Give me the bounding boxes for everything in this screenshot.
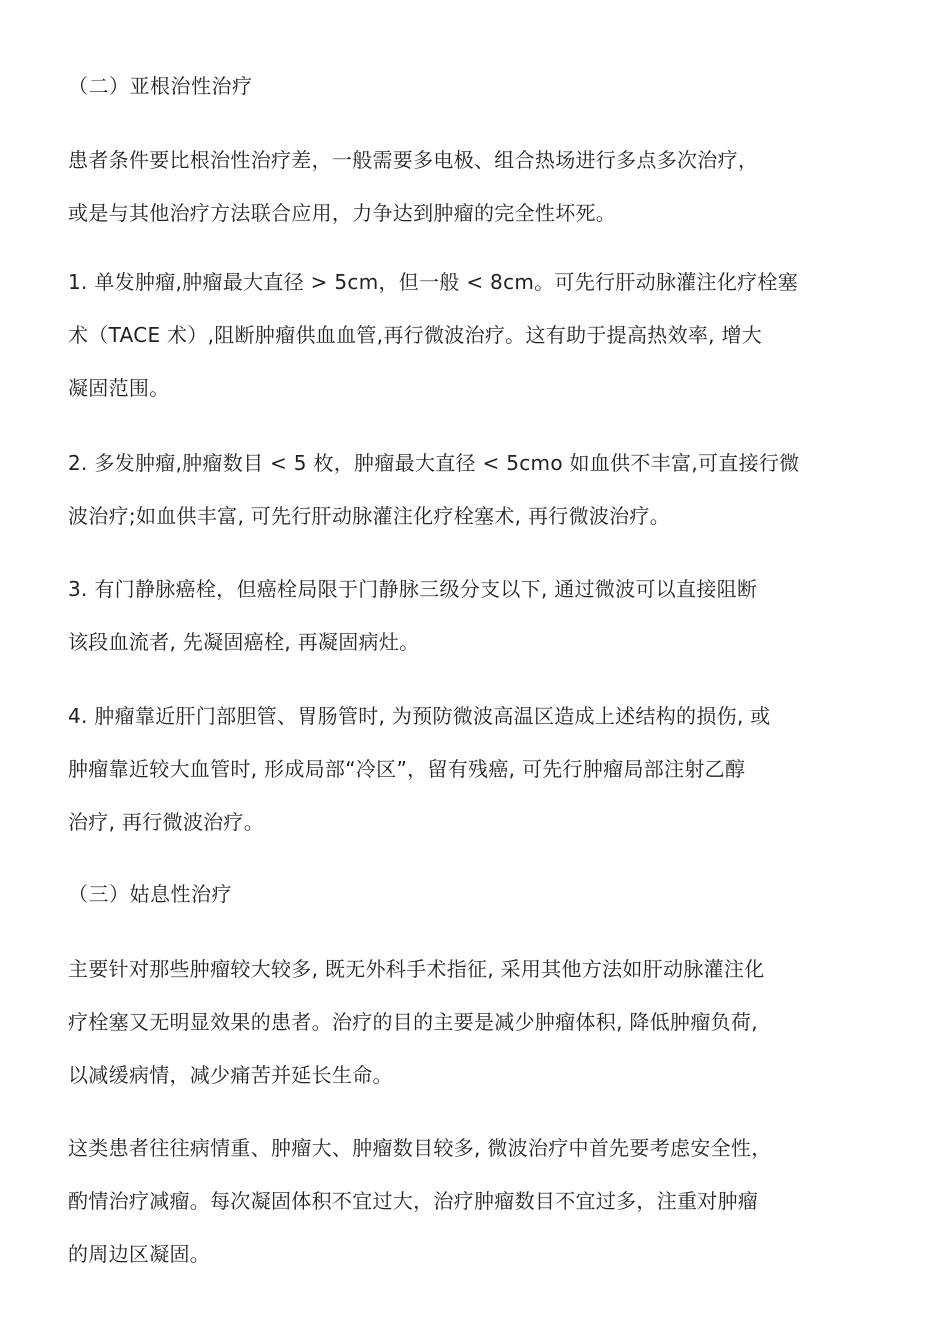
text-line: 这类患者往往病情重、肿瘤大、肿瘤数目较多, 微波治疗中首先要考虑安全性， (68, 1136, 772, 1160)
section-heading-palliative: （三）姑息性治疗 (68, 882, 232, 906)
text-line: 患者条件要比根治性治疗差，一般需要多电极、组合热场进行多点多次治疗， (68, 148, 759, 172)
paragraph-palliative-aim (68, 943, 898, 1102)
text-line: 酌情治疗减瘤。每次凝固体积不宜过大，治疗肿瘤数目不宜过多，注重对肿瘤 (68, 1189, 759, 1213)
paragraph-intro (68, 134, 898, 240)
text-line: 肿瘤靠近较大血管时, 形成局部“冷区”，留有残癌, 可先行肿瘤局部注射乙醇 (68, 757, 746, 781)
section-heading-subradical: （二）亚根治性治疗 (68, 74, 253, 98)
text-line: 的周边区凝固。 (68, 1242, 211, 1266)
text-line: 以减缓病情，减少痛苦并延长生命。 (68, 1063, 393, 1087)
text-line: 波治疗;如血供丰富, 可先行肝动脉灌注化疗栓塞术, 再行微波治疗。 (68, 504, 671, 528)
list-item-2 (68, 437, 898, 543)
text-line: 1. 单发肿瘤,肿瘤最大直径 > 5cm，但一般 < 8cm。可先行肝动脉灌注化疗栓塞 (68, 270, 799, 294)
paragraph-palliative-patients (68, 1122, 898, 1281)
list-item-1 (68, 256, 898, 415)
list-item-4 (68, 690, 898, 849)
text-line: 2. 多发肿瘤,肿瘤数目 < 5 枚，肿瘤最大直径 < 5cmo 如血供不丰富,可直接行微 (68, 451, 800, 475)
text-line: 3. 有门静脉癌栓，但癌栓局限于门静脉三级分支以下, 通过微波可以直接阻断 (68, 577, 758, 601)
list-item-3 (68, 563, 898, 669)
text-line: 疗栓塞又无明显效果的患者。治疗的目的主要是减少肿瘤体积, 降低肿瘤负荷, (68, 1010, 758, 1034)
text-line: 主要针对那些肿瘤较大较多, 既无外科手术指征, 采用其他方法如肝动脉灌注化 (68, 957, 765, 981)
text-line: 术（TACE 术）,阻断肿瘤供血血管,再行微波治疗。这有助于提高热效率, 增大 (68, 323, 763, 347)
text-line: 凝固范围。 (68, 376, 170, 400)
text-line: 4. 肿瘤靠近肝门部胆管、胃肠管时, 为预防微波高温区造成上述结构的损伤, 或 (68, 704, 771, 728)
text-line: 该段血流者, 先凝固癌栓, 再凝固病灶。 (68, 630, 420, 654)
text-line: 治疗, 再行微波治疗。 (68, 810, 265, 834)
text-line: 或是与其他治疗方法联合应用，力争达到肿瘤的完全性坏死。 (68, 201, 617, 225)
